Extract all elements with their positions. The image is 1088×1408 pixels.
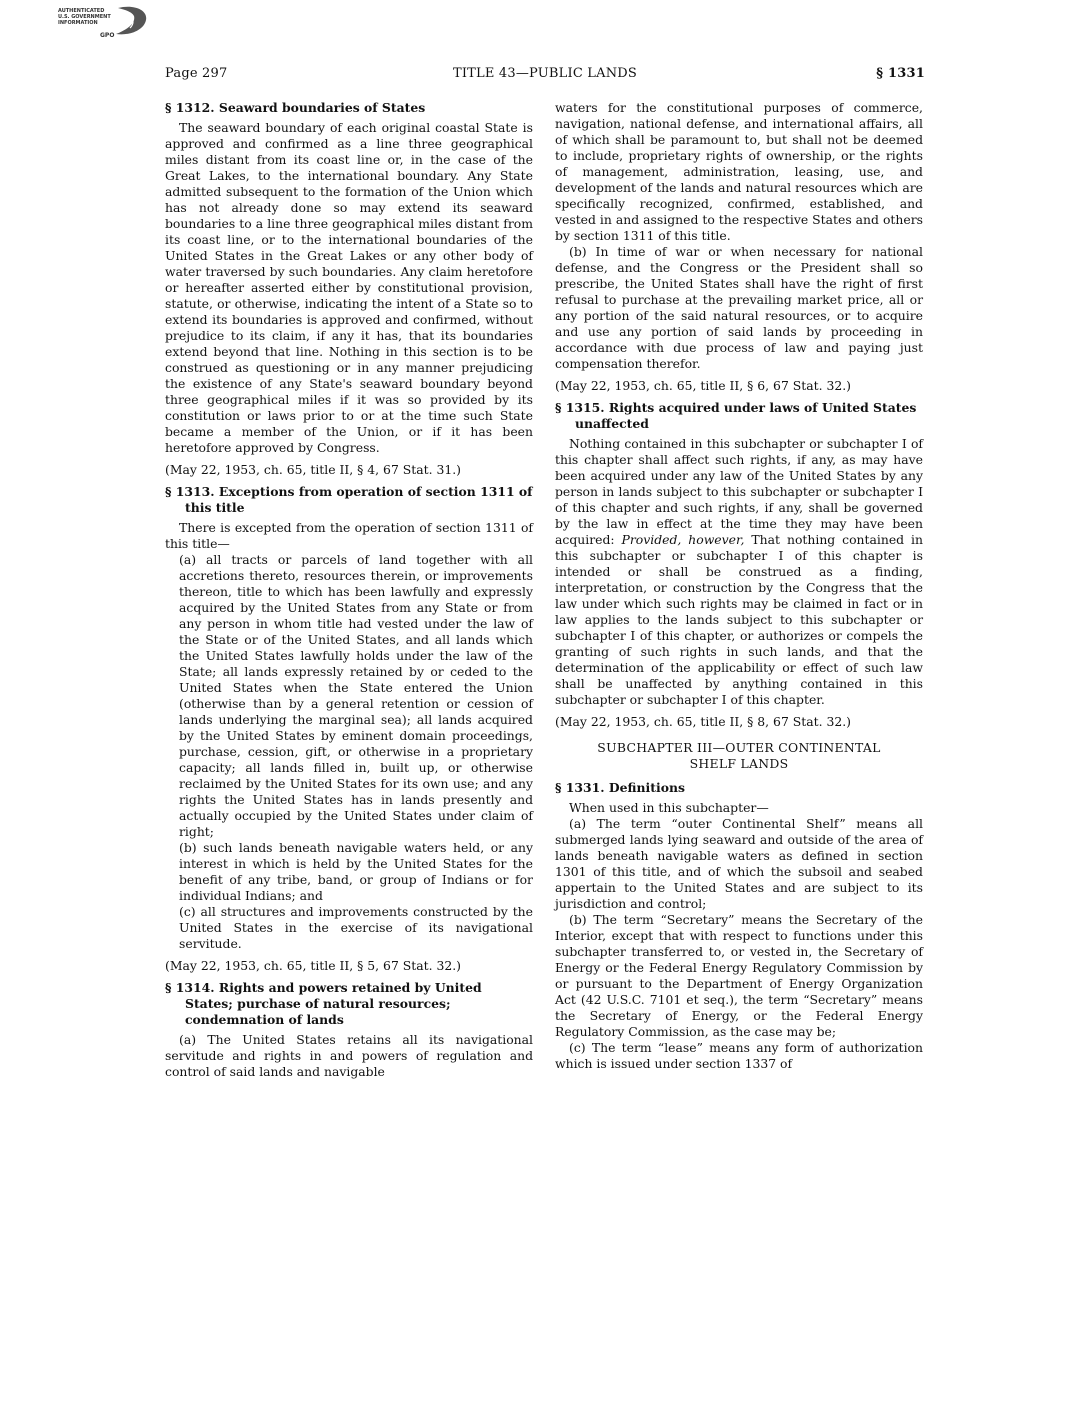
- page-title: TITLE 43—PUBLIC LANDS: [452, 66, 638, 81]
- section-1315-heading: § 1315. Rights acquired under laws of United States unaffected: [555, 400, 917, 431]
- section-1313-intro: There is excepted from the operation of section 1311 of this title—: [165, 520, 533, 551]
- section-1312-source-credit: (May 22, 1953, ch. 65, title II, § 4, 67 Stat. 31.): [165, 462, 462, 477]
- subchapter-heading: [555, 740, 923, 772]
- eagle-seal-icon: [56, 4, 156, 40]
- section-1313-para-c: (c) all structures and improvements constructed by the United States in the exercise of its navigational servitude.: [179, 904, 533, 951]
- section-1315-text-part2: That nothing contained in this subchapter or subchapter I of this chapter is intended or shall be construed as a finding, interpretation, or construction by the Congress that the law under which such rights may be claimed in fact or in law applies to the lands subject to this subchapter or subchapter I of this chapter, or authorizes or compels the granting of such rights in such lands, and that the determination of the applicability or effect of such law shall be unaffected by anything contained in this subchapter or subchapter I of this chapter.: [555, 532, 923, 707]
- section-1314-source-credit: (May 22, 1953, ch. 65, title II, § 6, 67 Stat. 32.): [555, 378, 852, 393]
- section-1331-para-a: (a) The term “outer Continental Shelf” means all submerged lands lying seaward and outside of the area of lands beneath navigable waters as defined in section 1301 of this title, and of which the subsoil and seabed appertain to the United States and are subject to its jurisdiction and control;: [555, 816, 923, 911]
- section-1312-text: The seaward boundary of each original coastal State is approved and confirmed as a line three geographical miles distant from its coast line or, in the case of the Great Lakes, to the international boundary. Any State admitted subsequent to the formation of the Union which has not already done so may extend its seaward boundaries to a line three geographical miles distant from its coast line, or to the international boundaries of the United States in the Great Lakes or any other body of water traversed by such boundaries. Any claim heretofore or hereafter asserted either by constitutional provision, statute, or otherwise, indicating the intent of a State so to extend its boundaries is approved and confirmed, without prejudice to its claim, if any it has, that its boundaries extend beyond that line. Nothing in this section is to be construed as questioning or in any manner prejudicing the existence of any State's seaward boundary beyond three geographical miles if it was so provided by its constitution or laws prior to or at the time such State became a member of the Union, or if it has been heretofore approved by Congress.: [165, 120, 533, 455]
- section-1331-para-b: (b) The term “Secretary” means the Secretary of the Interior, except that with respect to functions under this subchapter transferred to, or vested in, the Secretary of Energy or the Federal Energy Regulatory Commission by or pursuant to the Department of Energy Organization Act (42 U.S.C. 7101 et seq.), the term “Secretary” means the Secretary of Energy, or the Federal Energy Regulatory Commission, as the case may be;: [555, 912, 923, 1039]
- svg-text:INFORMATION: INFORMATION: [58, 20, 98, 26]
- right-column: [555, 100, 923, 1072]
- section-1313-source-credit: (May 22, 1953, ch. 65, title II, § 5, 67 Stat. 32.): [165, 958, 462, 973]
- section-1315-source-credit: (May 22, 1953, ch. 65, title II, § 8, 67 Stat. 32.): [555, 714, 852, 729]
- svg-text:U.S. GOVERNMENT: U.S. GOVERNMENT: [58, 14, 111, 20]
- section-1312-heading: § 1312. Seaward boundaries of States: [165, 100, 426, 115]
- section-1315-text: [555, 436, 923, 708]
- svg-text:AUTHENTICATED: AUTHENTICATED: [58, 8, 105, 14]
- subchapter-heading-line1: SUBCHAPTER III—OUTER CONTINENTAL: [597, 740, 881, 755]
- section-1314-heading: § 1314. Rights and powers retained by United States; purchase of natural resources; condemnation of lands: [165, 980, 482, 1027]
- section-1313-heading: § 1313. Exceptions from operation of section 1311 of this title: [165, 484, 533, 515]
- section-1313-para-a: (a) all tracts or parcels of land together with all accretions thereto, resources therein, or improvements thereon, title to which has been lawfully and expressly acquired by the United States from any State or from any person in whom title had vested under the law of the State or of the United States, and all lands which the United States lawfully holds under the law of the State; all lands expressly retained by or ceded to the United States when the State entered the Union (otherwise than by a general retention or cession of lands underlying the marginal sea); all lands acquired by the United States by eminent domain proceedings, purchase, cession, gift, or otherwise in a proprietary capacity; all lands filled in, built up, or otherwise reclaimed by the United States for its own use; and any rights the United States has in lands presently and actually occupied by the United States under claim of right;: [179, 552, 533, 839]
- left-column: [165, 100, 533, 1080]
- svg-text:GPO: GPO: [100, 32, 115, 39]
- section-1331-heading: § 1331. Definitions: [555, 780, 685, 795]
- provided-however-phrase: Provided, however,: [621, 532, 745, 547]
- section-1331-intro: When used in this subchapter—: [569, 800, 769, 815]
- gpo-authentication-seal: [56, 4, 156, 40]
- section-1315-text-part1: Nothing contained in this subchapter or subchapter I of this chapter shall affect such rights, if any, as may have been acquired under any law of the United States by any person in lands subject to this subchapter or subchapter I of this chapter and such rights, if any, shall be governed by the law in effect at the time they may have been acquired:: [555, 436, 923, 547]
- running-header: [165, 66, 925, 84]
- section-1313-para-b: (b) such lands beneath navigable waters held, or any interest in which is held by the United States for the benefit of any tribe, band, or group of Indians or for individual Indians; and: [179, 840, 533, 903]
- section-1331-para-c: (c) The term “lease” means any form of authorization which is issued under section 1337 of: [555, 1040, 923, 1071]
- subchapter-heading-line2: SHELF LANDS: [689, 756, 789, 771]
- page-number: Page 297: [165, 66, 228, 81]
- header-section-number: § 1331: [876, 66, 925, 81]
- section-1314-para-a-continued: waters for the constitutional purposes of commerce, navigation, national defense, and international affairs, all of which shall be paramount to, but shall not be deemed to include, proprietary rights of ownership, or the rights of management, administration, leasing, use, and development of the lands and natural resources which are specifically recognized, confirmed, established, and vested in and assigned to the respective States and others by section 1311 of this title.: [555, 100, 923, 243]
- section-1314-para-a-start: (a) The United States retains all its navigational servitude and rights in and powers of regulation and control of said lands and navigable: [165, 1032, 533, 1079]
- section-1314-para-b: (b) In time of war or when necessary for national defense, and the Congress or the President shall so prescribe, the United States shall have the right of first refusal to purchase at the prevailing market price, all or any portion of the said natural resources, or to acquire and use any portion of said lands by proceeding in accordance with due process of law and paying just compensation therefor.: [555, 244, 923, 371]
